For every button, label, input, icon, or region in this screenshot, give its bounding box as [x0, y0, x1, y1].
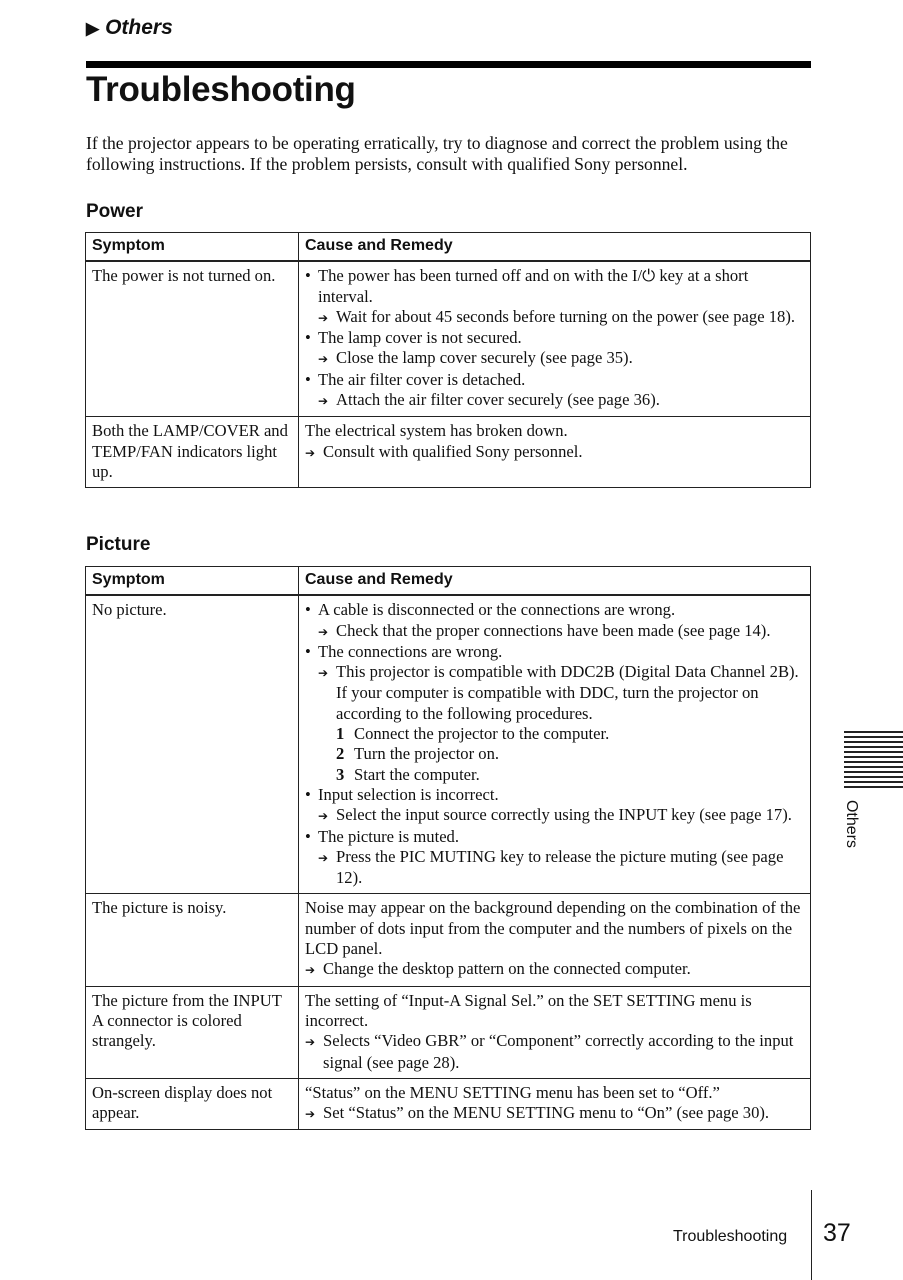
remedy-item: ➔ Wait for about 45 seconds before turning on the power (see page 18).	[305, 307, 804, 328]
cause-item: • The power has been turned off and on with the I/⏻ key at a short interval.	[305, 266, 804, 307]
remedy-item: ➔ Set “Status” on the MENU SETTING menu to “On” (see page 30).	[305, 1103, 804, 1124]
page-number: 37	[823, 1219, 851, 1247]
table-row	[86, 595, 811, 894]
remedy-item: ➔ Change the desktop pattern on the connected computer.	[305, 959, 804, 980]
power-table	[85, 232, 811, 488]
remedy-item: ➔ Close the lamp cover securely (see page 35).	[305, 348, 804, 369]
symptom-header: Symptom	[86, 567, 299, 596]
symptom-cell: On-screen display does not appear.	[86, 1078, 299, 1130]
remedy-item: ➔ Attach the air filter cover securely (see page 36).	[305, 390, 804, 411]
picture-heading: Picture	[86, 534, 151, 555]
step-text: Connect the projector to the computer.	[354, 724, 610, 744]
step-number: 3	[336, 764, 345, 784]
cause-cell	[299, 1078, 811, 1130]
table-header-row	[86, 567, 811, 596]
cause-item: • Input selection is incorrect.	[305, 785, 804, 805]
power-heading: Power	[86, 201, 144, 222]
symptom-header: Symptom	[86, 233, 299, 262]
page-title: Troubleshooting	[86, 70, 356, 109]
table-header-row	[86, 233, 811, 262]
remedy-item: ➔ Select the input source correctly using the INPUT key (see page 17).	[305, 805, 804, 826]
triangle-icon: ▶	[86, 19, 100, 38]
cause-item: • The air filter cover is detached.	[305, 370, 804, 390]
cause-text: The electrical system has broken down.	[305, 421, 568, 441]
step-number: 2	[336, 744, 345, 764]
cause-item: • The picture is muted.	[305, 827, 804, 847]
picture-table	[85, 566, 811, 1130]
cause-cell	[299, 417, 811, 488]
symptom-cell: The power is not turned on.	[86, 261, 299, 417]
cause-cell	[299, 261, 811, 417]
section-label	[86, 16, 173, 40]
step-number: 1	[336, 724, 345, 744]
cause-item: • The lamp cover is not secured.	[305, 328, 804, 348]
chapter-tab-stripes	[844, 731, 903, 791]
procedure-step	[305, 724, 804, 744]
cause-cell	[299, 894, 811, 986]
cause-text: Noise may appear on the background depending on the combination of the number of dots input from the computer and the numbers of pixels on the LCD panel.	[305, 898, 801, 959]
step-text: Start the computer.	[354, 764, 480, 784]
table-row	[86, 986, 811, 1078]
cause-cell	[299, 595, 811, 894]
table-row	[86, 417, 811, 488]
cause-header: Cause and Remedy	[299, 233, 811, 262]
intro-paragraph: If the projector appears to be operating erratically, try to diagnose and correct the problem using the following instructions. If the problem persists, consult with qualified Sony personnel.	[86, 133, 788, 174]
table-row	[86, 261, 811, 417]
cause-item: • A cable is disconnected or the connections are wrong.	[305, 600, 804, 620]
remedy-item: ➔ Selects “Video GBR” or “Component” correctly according to the input signal (see page 28).	[305, 1031, 804, 1073]
remedy-item: ➔ Consult with qualified Sony personnel.	[305, 442, 804, 463]
header-rule	[86, 61, 811, 68]
cause-text: The setting of “Input-A Signal Sel.” on the SET SETTING menu is incorrect.	[305, 990, 752, 1030]
section-name: Others	[105, 16, 173, 39]
symptom-cell: Both the LAMP/COVER and TEMP/FAN indicators light up.	[86, 417, 299, 488]
cause-cell	[299, 986, 811, 1078]
step-text: Turn the projector on.	[354, 744, 500, 764]
procedure-step	[305, 744, 804, 764]
cause-header: Cause and Remedy	[299, 567, 811, 596]
table-row	[86, 894, 811, 986]
symptom-cell: The picture from the INPUT A connector is colored strangely.	[86, 986, 299, 1078]
cause-text: “Status” on the MENU SETTING menu has been set to “Off.”	[305, 1082, 720, 1102]
cause-item: • The connections are wrong.	[305, 642, 804, 662]
footer-divider	[811, 1190, 812, 1280]
table-row	[86, 1078, 811, 1130]
symptom-cell: The picture is noisy.	[86, 894, 299, 986]
remedy-item: ➔ Check that the proper connections have been made (see page 14).	[305, 621, 804, 642]
procedure-step	[305, 765, 804, 785]
remedy-item: ➔ Press the PIC MUTING key to release the picture muting (see page 12).	[305, 847, 804, 889]
footer-title: Troubleshooting	[673, 1228, 788, 1245]
symptom-cell: No picture.	[86, 595, 299, 894]
remedy-item: ➔ This projector is compatible with DDC2B (Digital Data Channel 2B). If your computer is compatible with DDC, turn the projector on according to the following procedures.	[305, 662, 804, 724]
chapter-tab-label: Others	[843, 799, 860, 848]
